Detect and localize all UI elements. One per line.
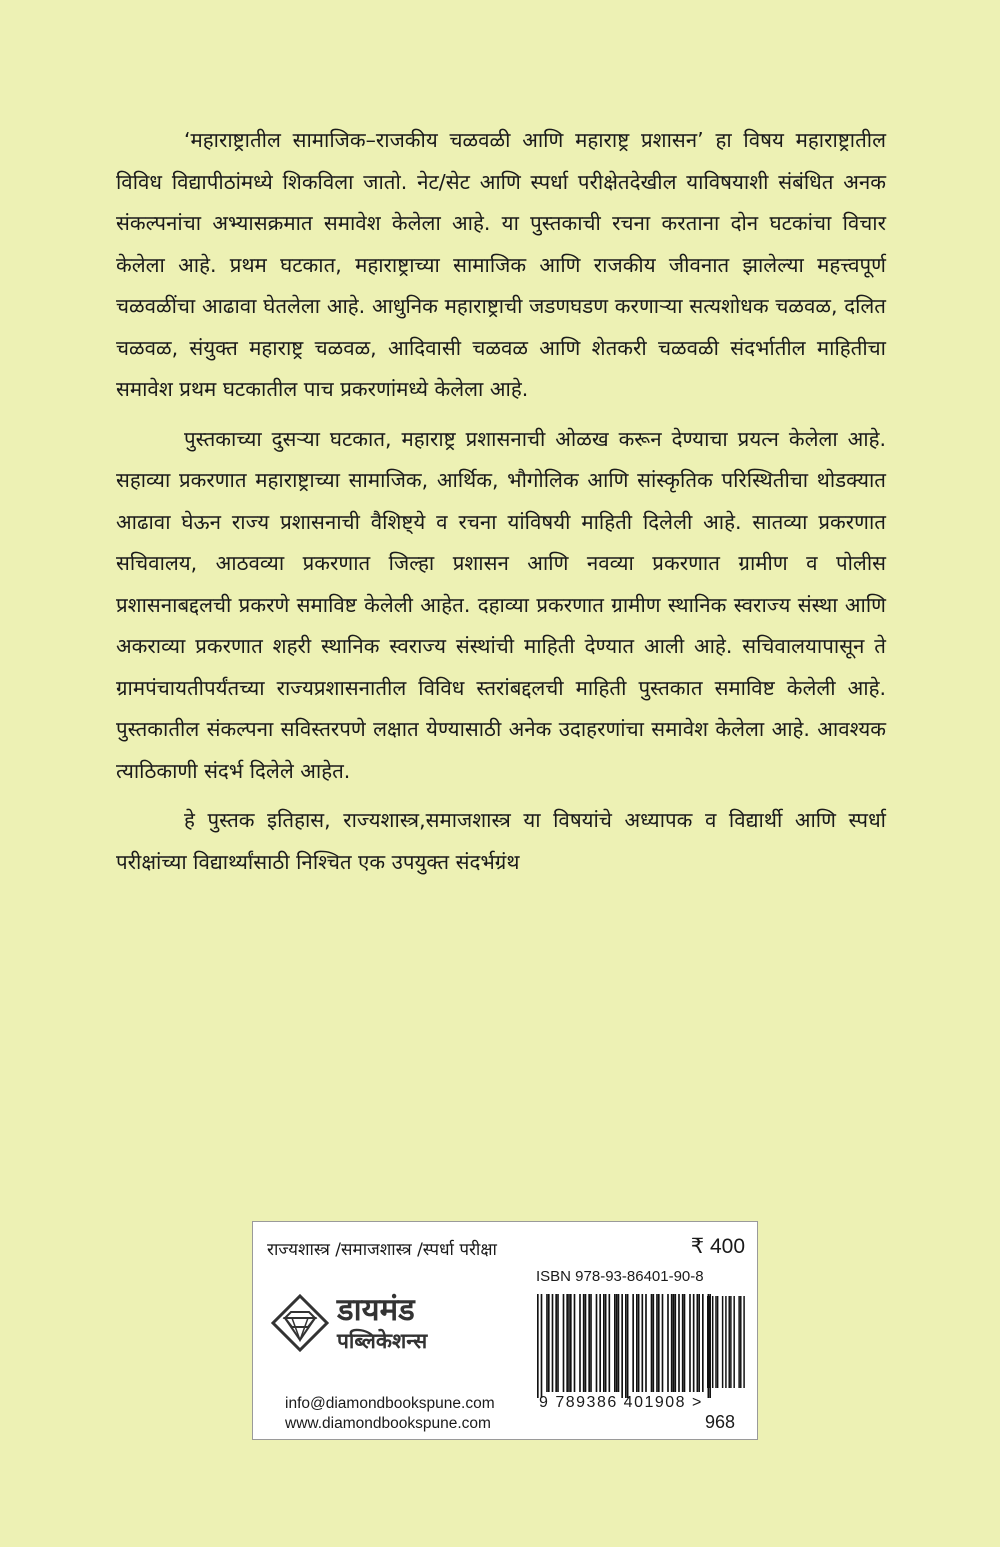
barcode-bar [579,1294,581,1392]
barcode-bar [548,1294,550,1392]
barcode-bar [568,1294,570,1392]
blurb-paragraph-2: पुस्तकाच्या दुसऱ्या घटकात, महाराष्ट्र प्रशासनाची ओळख करून देण्याचा प्रयत्न केलेला आहे. सहाव्या प्रकरणात महाराष्ट्राच्या सामाजिक, आर्थिक, भौगोलिक आणि सांस्कृतिक परिस्थितीचा थोडक्यात आढावा घेऊन राज्य प्रशासनाची वैशिष्ट्ये व रचना यांविषयी माहिती दिलेली आहे. सातव्या प्रकरणात सचिवालय, आठवव्या प्रकरणात जिल्हा प्रशासन आणि नवव्या प्रकरणात ग्रामीण व पोलीस प्रशासनाबद्दलची प्रकरणे समाविष्ट केलेली आहेत. दहाव्या प्रकरणात ग्रामीण स्थानिक स्वराज्य संस्था आणि अकराव्या प्रकरणात शहरी स्थानिक स्वराज्य संस्थांची माहिती देण्यात आली आहे. सचिवालयापासून ते ग्रामपंचायतीपर्यंतच्या राज्यप्रशासनातील विविध स्तरांबद्दलची माहिती पुस्तकात समाविष्ट केलेली आहे. पुस्तकातील संकल्पना सविस्तरपणे लक्षात येण्यासाठी अनेक उदाहरणांचा समावेश केलेला आहे. आवश्यक त्याठिकाणी संदर्भ दिलेले आहेत. [116,426,886,783]
barcode-bar [566,1294,568,1392]
barcode-bar [698,1294,700,1392]
barcode-bar [678,1294,680,1392]
barcode-bar [651,1294,653,1392]
addon-bar [715,1296,716,1388]
barcode-bar [638,1294,640,1392]
barcode-bar [682,1294,684,1392]
subject-categories: राज्यशास्त्र /समाजशास्त्र /स्पर्धा परीक्षा [267,1240,497,1260]
barcode-bar [596,1294,598,1392]
barcode-bar [585,1294,587,1392]
barcode-bar [552,1294,554,1392]
publisher-name-line1: डायमंड [337,1292,415,1328]
barcode-bar [658,1294,660,1392]
blurb-paragraph-1: ‘महाराष्ट्रातील सामाजिक–राजकीय चळवळी आणि महाराष्ट्र प्रशासन’ हा विषय महाराष्ट्रातील विविध विद्यापीठांमध्ये शिकविला जातो. नेट/सेट आणि स्पर्धा परीक्षेतदेखील याविषयाशी संबंधित अनक संकल्पनांचा अभ्यासक्रमात समावेश केलेला आहे. या पुस्तकाची रचना करताना दोन घटकांचा विचार केलेला आहे. प्रथम घटकात, महाराष्ट्राच्या सामाजिक आणि राजकीय जीवनात झालेल्या महत्त्वपूर्ण चळवळींचा आढावा घेतलेला आहे. आधुनिक महाराष्ट्राची जडणघडण करणाऱ्या सत्यशोधक चळवळ, दलित चळवळ, संयुक्त महाराष्ट्र चळवळ, आदिवासी चळवळ आणि शेतकरी चळवळी संदर्भातील माहितीचा समावेश प्रथम घटकातील पाच प्रकरणांमध्ये केलेला आहे. [116,128,886,401]
barcode-bar [697,1294,699,1392]
barcode-bar [546,1294,548,1392]
barcode-bar [656,1294,658,1392]
barcode-bar [603,1294,605,1392]
barcode-bar [662,1294,664,1392]
addon-barcode [707,1296,747,1388]
barcode-bar [557,1294,559,1392]
barcode-bar [621,1294,623,1398]
addon-bar [712,1296,713,1388]
barcode-bar [588,1294,590,1392]
publisher-name [337,1292,427,1354]
barcode-bar [684,1294,686,1392]
barcode-bar [574,1294,576,1392]
barcode-bar [605,1294,607,1392]
barcode-bar [693,1294,695,1392]
contact-info [285,1394,495,1434]
barcode-bar [671,1294,673,1392]
addon-bar [725,1296,726,1388]
addon-bar [743,1296,744,1388]
addon-bar [717,1296,718,1388]
barcode-bar [609,1294,611,1392]
addon-bar [728,1296,729,1388]
addon-bar [709,1296,710,1388]
barcode-bar [555,1294,557,1392]
barcode-bar [570,1294,572,1392]
barcode-bar [636,1294,638,1392]
barcode-bar [702,1294,704,1392]
barcode-bar [642,1294,644,1392]
barcode-bar [675,1294,677,1392]
addon-bar [730,1296,731,1388]
price-label: ₹ 400 [690,1235,745,1258]
barcode-bar [599,1294,601,1392]
barcode-bar [541,1294,543,1398]
barcode-bar [563,1294,565,1392]
addon-bar [740,1296,741,1388]
barcode-bar [614,1294,616,1392]
addon-bar [722,1296,723,1388]
addon-bar [738,1296,739,1388]
barcode-bar [667,1294,669,1392]
barcode-bar [627,1294,629,1398]
barcode-bar [632,1294,634,1392]
barcode-bar [537,1294,539,1398]
barcode-bar [616,1294,618,1392]
isbn-label: ISBN 978-93-86401-90-8 [536,1268,704,1285]
addon-digits: 968 [705,1412,736,1432]
publisher-name-line2: पब्लिकेशन्स [337,1329,428,1353]
addon-bar [707,1296,708,1388]
barcode-bar [590,1294,592,1392]
barcode-bar [625,1294,627,1398]
barcode-digits: 9 789386 401908 > [539,1394,703,1411]
publisher-info-box [252,1221,758,1440]
diamond-logo-icon [271,1294,329,1352]
addon-bar [733,1296,734,1388]
barcode-bar [689,1294,691,1392]
blurb-paragraph-3: हे पुस्तक इतिहास, राज्यशास्त्र,समाजशास्त्र या विषयांचे अध्यापक व विद्यार्थी आणि स्पर्धा परीक्षांच्या विद्यार्थ्यांसाठी निश्चित एक उपयुक्त संदर्भग्रंथ [116,808,886,874]
blurb-text [116,120,886,891]
barcode-bar [583,1294,585,1392]
website-link[interactable]: www.diamondbookspune.com [285,1415,491,1432]
barcode-bar [618,1294,620,1392]
email-link[interactable]: info@diamondbookspune.com [285,1395,495,1412]
barcode-bar [673,1294,675,1392]
barcode-bar [653,1294,655,1392]
barcode-bar [645,1294,647,1392]
